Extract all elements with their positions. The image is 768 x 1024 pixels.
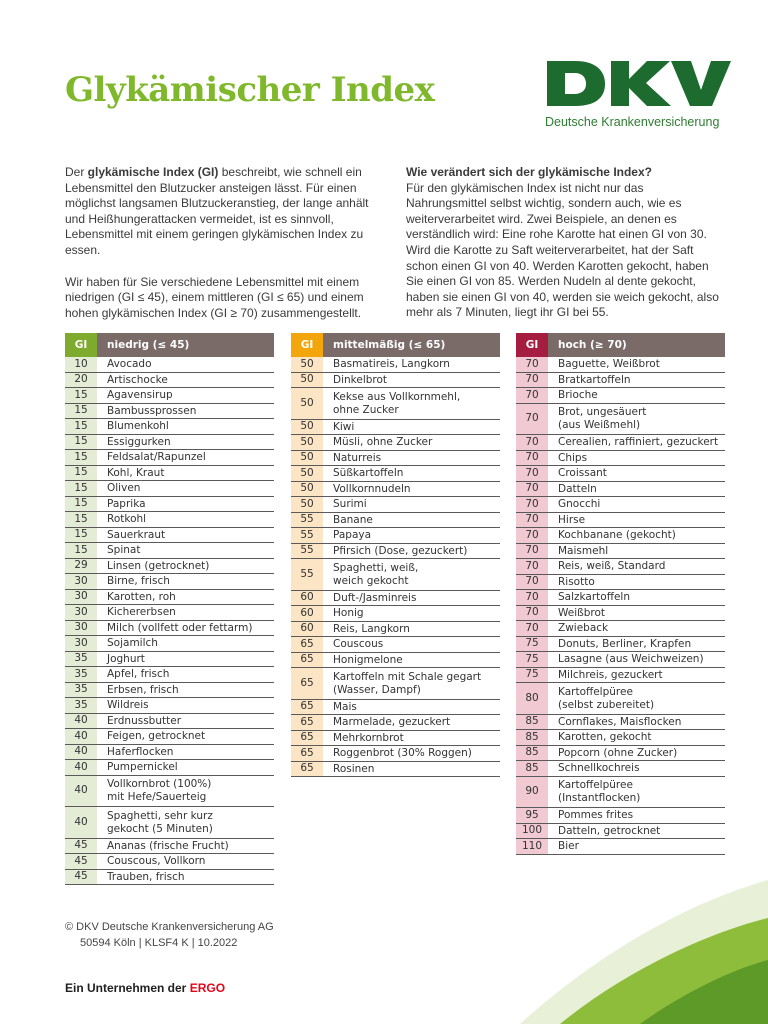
table-row xyxy=(291,497,500,513)
table-row xyxy=(516,482,725,498)
food-name: Mais xyxy=(333,700,357,713)
table-row xyxy=(516,621,725,637)
food-name: Oliven xyxy=(107,482,141,495)
table-row xyxy=(65,590,274,606)
gi-value: 15 xyxy=(65,543,97,558)
food-name: Schnellkochreis xyxy=(558,762,640,775)
food-name: Haferflocken xyxy=(107,745,174,758)
gi-value: 50 xyxy=(291,466,323,481)
table-row xyxy=(65,543,274,559)
gi-value: 50 xyxy=(291,451,323,466)
gi-value: 85 xyxy=(516,715,548,730)
food-name: Pumpernickel xyxy=(107,761,178,774)
gi-value: 75 xyxy=(516,668,548,683)
food-name: Bratkartoffeln xyxy=(558,373,631,386)
food-name: Artischocke xyxy=(107,373,168,386)
table-row xyxy=(65,481,274,497)
food-name: Milch (vollfett oder fettarm) xyxy=(107,621,253,634)
gi-value: 70 xyxy=(516,575,548,590)
gi-value: 75 xyxy=(516,637,548,652)
table-row xyxy=(516,575,725,591)
gi-value: 40 xyxy=(65,807,97,838)
food-name: Bambussprossen xyxy=(107,404,197,417)
table-row xyxy=(291,373,500,389)
gi-value: 65 xyxy=(291,746,323,761)
gi-value: 35 xyxy=(65,667,97,682)
table-row xyxy=(65,745,274,761)
table-row xyxy=(65,667,274,683)
gi-value: 110 xyxy=(516,839,548,854)
food-name: Honigmelone xyxy=(333,653,403,666)
gi-value: 30 xyxy=(65,605,97,620)
food-name: Kartoffelpüree (Instantflocken) xyxy=(558,779,641,805)
table-row xyxy=(65,870,274,886)
food-name: Pommes frites xyxy=(558,809,634,822)
food-name: Hirse xyxy=(558,513,586,526)
food-name: Mehrkornbrot xyxy=(333,731,404,744)
table-row xyxy=(65,373,274,389)
table-row xyxy=(516,761,725,777)
table-body xyxy=(516,357,725,855)
table-row xyxy=(516,497,725,513)
food-name: Rotkohl xyxy=(107,513,147,526)
gi-value: 40 xyxy=(65,714,97,729)
gi-value: 20 xyxy=(65,373,97,388)
table-body xyxy=(65,357,274,885)
gi-value: 15 xyxy=(65,450,97,465)
gi-value: 70 xyxy=(516,528,548,543)
table-row xyxy=(516,606,725,622)
table-low-gi xyxy=(65,333,274,885)
gi-value: 65 xyxy=(291,653,323,668)
table-row xyxy=(291,637,500,653)
table-row xyxy=(291,528,500,544)
table-row xyxy=(65,466,274,482)
food-name: Baguette, Weißbrot xyxy=(558,358,660,371)
gi-value: 60 xyxy=(291,606,323,621)
table-row xyxy=(516,544,725,560)
food-name: Milchreis, gezuckert xyxy=(558,668,663,681)
food-name: Essiggurken xyxy=(107,435,171,448)
gi-value: 50 xyxy=(291,420,323,435)
food-name: Cerealien, raffiniert, gezuckert xyxy=(558,436,719,449)
food-name: Chips xyxy=(558,451,588,464)
gi-value: 85 xyxy=(516,746,548,761)
food-name: Ananas (frische Frucht) xyxy=(107,839,229,852)
gi-column-header: GI xyxy=(516,333,548,357)
gi-value: 35 xyxy=(65,698,97,713)
gi-value: 55 xyxy=(291,513,323,528)
food-name: Vollkornnudeln xyxy=(333,482,411,495)
table-row xyxy=(65,776,274,808)
table-row xyxy=(291,622,500,638)
intro-right-heading: Wie verändert sich der glykämische Index? xyxy=(406,165,652,179)
table-body xyxy=(291,357,500,777)
table-row xyxy=(516,590,725,606)
gi-value: 70 xyxy=(516,451,548,466)
intro-paragraph-2: Wir haben für Sie verschiedene Lebensmittel mit einem niedrigen (GI ≤ 45), einem mittleren (GI ≤ 65) und einem hohen glykämischen Index (GI ≥ 70) zusammengestellt. xyxy=(65,274,364,320)
gi-value: 85 xyxy=(516,761,548,776)
table-row xyxy=(291,715,500,731)
food-name: Brioche xyxy=(558,389,598,402)
table-row xyxy=(516,528,725,544)
food-name: Zwieback xyxy=(558,622,609,635)
food-name: Spaghetti, weiß, weich gekocht xyxy=(333,561,419,587)
table-row xyxy=(516,637,725,653)
table-row xyxy=(516,357,725,373)
food-name: Croissant xyxy=(558,467,607,480)
food-name: Spaghetti, sehr kurz gekocht (5 Minuten) xyxy=(107,809,213,835)
category-header: niedrig (≤ 45) xyxy=(97,333,274,357)
table-header xyxy=(65,333,274,357)
table-row xyxy=(516,388,725,404)
table-row xyxy=(65,574,274,590)
table-row xyxy=(291,357,500,373)
gi-value: 15 xyxy=(65,497,97,512)
footer-imprint xyxy=(65,919,274,951)
gi-value: 45 xyxy=(65,870,97,885)
food-name: Cornflakes, Maisflocken xyxy=(558,715,682,728)
food-name: Kartoffeln mit Schale gegart (Wasser, Dampf) xyxy=(333,670,482,696)
gi-value: 70 xyxy=(516,435,548,450)
gi-value: 30 xyxy=(65,621,97,636)
food-name: Kohl, Kraut xyxy=(107,466,165,479)
gi-value: 65 xyxy=(291,637,323,652)
food-name: Datteln xyxy=(558,482,597,495)
table-row xyxy=(516,559,725,575)
gi-value: 65 xyxy=(291,762,323,777)
gi-value: 29 xyxy=(65,559,97,574)
food-name: Joghurt xyxy=(107,652,145,665)
table-row xyxy=(516,746,725,762)
gi-value: 45 xyxy=(65,854,97,869)
table-row xyxy=(65,807,274,839)
gi-value: 15 xyxy=(65,528,97,543)
food-name: Naturreis xyxy=(333,451,382,464)
table-high-gi xyxy=(516,333,725,855)
gi-value: 70 xyxy=(516,373,548,388)
gi-value: 70 xyxy=(516,590,548,605)
gi-value: 100 xyxy=(516,824,548,839)
table-row xyxy=(291,451,500,467)
table-row xyxy=(516,824,725,840)
food-name: Kartoffelpüree (selbst zubereitet) xyxy=(558,685,655,711)
gi-value: 50 xyxy=(291,435,323,450)
food-name: Vollkornbrot (100%) mit Hefe/Sauerteig xyxy=(107,778,212,804)
food-name: Paprika xyxy=(107,497,146,510)
food-name: Basmatireis, Langkorn xyxy=(333,358,450,371)
food-name: Erdnussbutter xyxy=(107,714,182,727)
food-name: Duft-/Jasminreis xyxy=(333,591,417,604)
table-row xyxy=(516,652,725,668)
food-name: Surimi xyxy=(333,498,367,511)
gi-value: 40 xyxy=(65,760,97,775)
food-name: Kochbanane (gekocht) xyxy=(558,529,676,542)
intro-right xyxy=(406,165,726,321)
table-row xyxy=(65,528,274,544)
gi-value: 50 xyxy=(291,357,323,372)
table-row xyxy=(65,636,274,652)
table-header xyxy=(291,333,500,357)
food-name: Kekse aus Vollkornmehl, ohne Zucker xyxy=(333,390,461,416)
table-row xyxy=(65,760,274,776)
intro-paragraph-1 xyxy=(65,165,383,259)
category-header: mittelmäßig (≤ 65) xyxy=(323,333,500,357)
gi-value: 70 xyxy=(516,482,548,497)
gi-value: 70 xyxy=(516,621,548,636)
food-name: Süßkartoffeln xyxy=(333,467,404,480)
gi-value: 65 xyxy=(291,731,323,746)
table-row xyxy=(291,746,500,762)
table-row xyxy=(516,404,725,436)
gi-value: 15 xyxy=(65,404,97,419)
gi-value: 50 xyxy=(291,497,323,512)
food-name: Birne, frisch xyxy=(107,575,170,588)
table-row xyxy=(516,683,725,715)
food-name: Bier xyxy=(558,840,579,853)
gi-value: 60 xyxy=(291,622,323,637)
table-row xyxy=(516,808,725,824)
gi-value: 15 xyxy=(65,388,97,403)
gi-value: 50 xyxy=(291,482,323,497)
food-name: Kichererbsen xyxy=(107,606,176,619)
dkv-logo xyxy=(545,58,730,130)
food-name: Linsen (getrocknet) xyxy=(107,559,210,572)
gi-value: 85 xyxy=(516,730,548,745)
gi-value: 50 xyxy=(291,373,323,388)
gi-value: 15 xyxy=(65,419,97,434)
food-name: Popcorn (ohne Zucker) xyxy=(558,746,678,759)
table-row xyxy=(516,435,725,451)
table-mid-gi xyxy=(291,333,500,777)
food-name: Dinkelbrot xyxy=(333,373,388,386)
gi-value: 55 xyxy=(291,559,323,590)
table-row xyxy=(516,839,725,855)
table-row xyxy=(65,714,274,730)
gi-value: 70 xyxy=(516,404,548,435)
dkv-logo-mark xyxy=(545,58,731,108)
food-name: Müsli, ohne Zucker xyxy=(333,436,433,449)
gi-column-header: GI xyxy=(291,333,323,357)
table-row xyxy=(291,482,500,498)
gi-value: 65 xyxy=(291,715,323,730)
table-row xyxy=(65,605,274,621)
table-row xyxy=(291,762,500,778)
food-name: Gnocchi xyxy=(558,498,601,511)
food-name: Spinat xyxy=(107,544,141,557)
table-row xyxy=(65,450,274,466)
table-row xyxy=(65,854,274,870)
gi-value: 35 xyxy=(65,683,97,698)
table-row xyxy=(516,715,725,731)
table-row xyxy=(65,512,274,528)
food-name: Datteln, getrocknet xyxy=(558,824,661,837)
ergo-tagline xyxy=(65,981,225,995)
gi-value: 60 xyxy=(291,591,323,606)
table-row xyxy=(65,435,274,451)
food-name: Risotto xyxy=(558,575,595,588)
gi-value: 30 xyxy=(65,636,97,651)
gi-value: 70 xyxy=(516,388,548,403)
food-name: Avocado xyxy=(107,358,152,371)
table-header xyxy=(516,333,725,357)
food-name: Donuts, Berliner, Krapfen xyxy=(558,637,692,650)
gi-column-header: GI xyxy=(65,333,97,357)
gi-value: 30 xyxy=(65,590,97,605)
gi-value: 30 xyxy=(65,574,97,589)
gi-value: 70 xyxy=(516,357,548,372)
gi-value: 15 xyxy=(65,512,97,527)
food-name: Maismehl xyxy=(558,544,609,557)
food-name: Reis, Langkorn xyxy=(333,622,410,635)
table-row xyxy=(65,729,274,745)
table-row xyxy=(291,513,500,529)
food-name: Weißbrot xyxy=(558,606,606,619)
footer-company: © DKV Deutsche Krankenversicherung AG xyxy=(65,921,274,933)
gi-value: 40 xyxy=(65,729,97,744)
table-row xyxy=(291,420,500,436)
food-name: Feldsalat/Rapunzel xyxy=(107,451,206,464)
gi-value: 15 xyxy=(65,481,97,496)
gi-value: 15 xyxy=(65,435,97,450)
gi-value: 55 xyxy=(291,544,323,559)
table-row xyxy=(516,466,725,482)
food-name: Roggenbrot (30% Roggen) xyxy=(333,747,472,760)
food-name: Couscous xyxy=(333,638,384,651)
gi-value: 45 xyxy=(65,839,97,854)
ergo-tagline-text: Ein Unternehmen der xyxy=(65,981,190,995)
food-name: Wildreis xyxy=(107,699,149,712)
food-name: Agavensirup xyxy=(107,389,173,402)
food-name: Rosinen xyxy=(333,762,375,775)
logo-subtitle: Deutsche Krankenversicherung xyxy=(545,115,720,129)
table-row xyxy=(65,698,274,714)
table-row xyxy=(291,559,500,591)
table-row xyxy=(65,388,274,404)
table-row xyxy=(516,513,725,529)
food-name: Feigen, getrocknet xyxy=(107,730,206,743)
table-row xyxy=(291,466,500,482)
table-row xyxy=(291,700,500,716)
gi-value: 35 xyxy=(65,652,97,667)
page-title: Glykämischer Index xyxy=(65,70,435,110)
gi-value: 10 xyxy=(65,357,97,372)
gi-value: 50 xyxy=(291,388,323,419)
food-name: Lasagne (aus Weichweizen) xyxy=(558,653,704,666)
table-row xyxy=(516,777,725,809)
table-row xyxy=(516,373,725,389)
gi-value: 65 xyxy=(291,700,323,715)
table-row xyxy=(65,497,274,513)
table-row xyxy=(291,731,500,747)
food-name: Papaya xyxy=(333,529,372,542)
food-name: Sojamilch xyxy=(107,637,158,650)
food-name: Couscous, Vollkorn xyxy=(107,855,206,868)
table-row xyxy=(65,839,274,855)
intro-left xyxy=(65,165,383,337)
food-name: Sauerkraut xyxy=(107,528,166,541)
food-name: Banane xyxy=(333,513,373,526)
intro-text: beschreibt, wie schnell ein Lebensmittel den Blutzucker ansteigen lässt. Für einen möglichst langsamen Blutzuckeranstieg, der lange anhält und Heißhungerattacken vermeidet, ist es sinnvoll, Lebensmittel mit einem geringen glykämischen Index zu essen. xyxy=(65,165,369,257)
gi-value: 90 xyxy=(516,777,548,808)
food-name: Karotten, roh xyxy=(107,590,176,603)
table-row xyxy=(65,404,274,420)
gi-value: 70 xyxy=(516,497,548,512)
table-row xyxy=(65,652,274,668)
table-row xyxy=(65,559,274,575)
table-row xyxy=(65,357,274,373)
intro-text: Der xyxy=(65,165,88,179)
gi-value: 65 xyxy=(291,668,323,699)
gi-value: 40 xyxy=(65,745,97,760)
food-name: Salzkartoffeln xyxy=(558,591,630,604)
table-row xyxy=(291,606,500,622)
table-row xyxy=(65,621,274,637)
food-name: Blumenkohl xyxy=(107,420,169,433)
gi-value: 75 xyxy=(516,652,548,667)
table-row xyxy=(291,668,500,700)
table-row xyxy=(65,419,274,435)
table-row xyxy=(65,683,274,699)
food-name: Pfirsich (Dose, gezuckert) xyxy=(333,544,468,557)
gi-value: 55 xyxy=(291,528,323,543)
gi-value: 70 xyxy=(516,559,548,574)
table-row xyxy=(291,435,500,451)
intro-term: glykämische Index (GI) xyxy=(87,165,219,179)
gi-value: 95 xyxy=(516,808,548,823)
gi-value: 15 xyxy=(65,466,97,481)
footer-address: 50594 Köln | KLSF4 K | 10.2022 xyxy=(80,937,238,949)
food-name: Kiwi xyxy=(333,420,355,433)
food-name: Brot, ungesäuert (aus Weißmehl) xyxy=(558,406,647,432)
gi-value: 70 xyxy=(516,466,548,481)
table-row xyxy=(516,668,725,684)
gi-value: 40 xyxy=(65,776,97,807)
food-name: Karotten, gekocht xyxy=(558,731,652,744)
table-row xyxy=(516,451,725,467)
gi-value: 70 xyxy=(516,606,548,621)
food-name: Marmelade, gezuckert xyxy=(333,716,451,729)
gi-value: 70 xyxy=(516,544,548,559)
table-row xyxy=(291,591,500,607)
food-name: Honig xyxy=(333,607,364,620)
category-header: hoch (≥ 70) xyxy=(548,333,725,357)
gi-value: 70 xyxy=(516,513,548,528)
food-name: Trauben, frisch xyxy=(107,870,185,883)
table-row xyxy=(291,653,500,669)
food-name: Reis, weiß, Standard xyxy=(558,560,666,573)
table-row xyxy=(291,544,500,560)
ergo-brand: ERGO xyxy=(189,981,226,995)
food-name: Erbsen, frisch xyxy=(107,683,179,696)
intro-right-body: Für den glykämischen Index ist nicht nur das Nahrungsmittel selbst wichtig, sondern auch, wie es weiterverarbeitet wird. Zwei Beispiele, an denen es verständlich wird: Eine rohe Karotte hat einen GI von 30. Wird die Karotte zu Saft weiterverarbeitet, hat der Saft schon einen GI von 40. Werden Karotten gekocht, haben Sie einen GI von 85. Werden Nudeln al dente gekocht, haben sie einen GI von 40, werden sie weich gekocht, also mehr als 7 Minuten, liegt ihr GI bei 55. xyxy=(406,180,719,320)
gi-value: 80 xyxy=(516,683,548,714)
table-row xyxy=(291,388,500,420)
table-row xyxy=(516,730,725,746)
food-name: Apfel, frisch xyxy=(107,668,170,681)
